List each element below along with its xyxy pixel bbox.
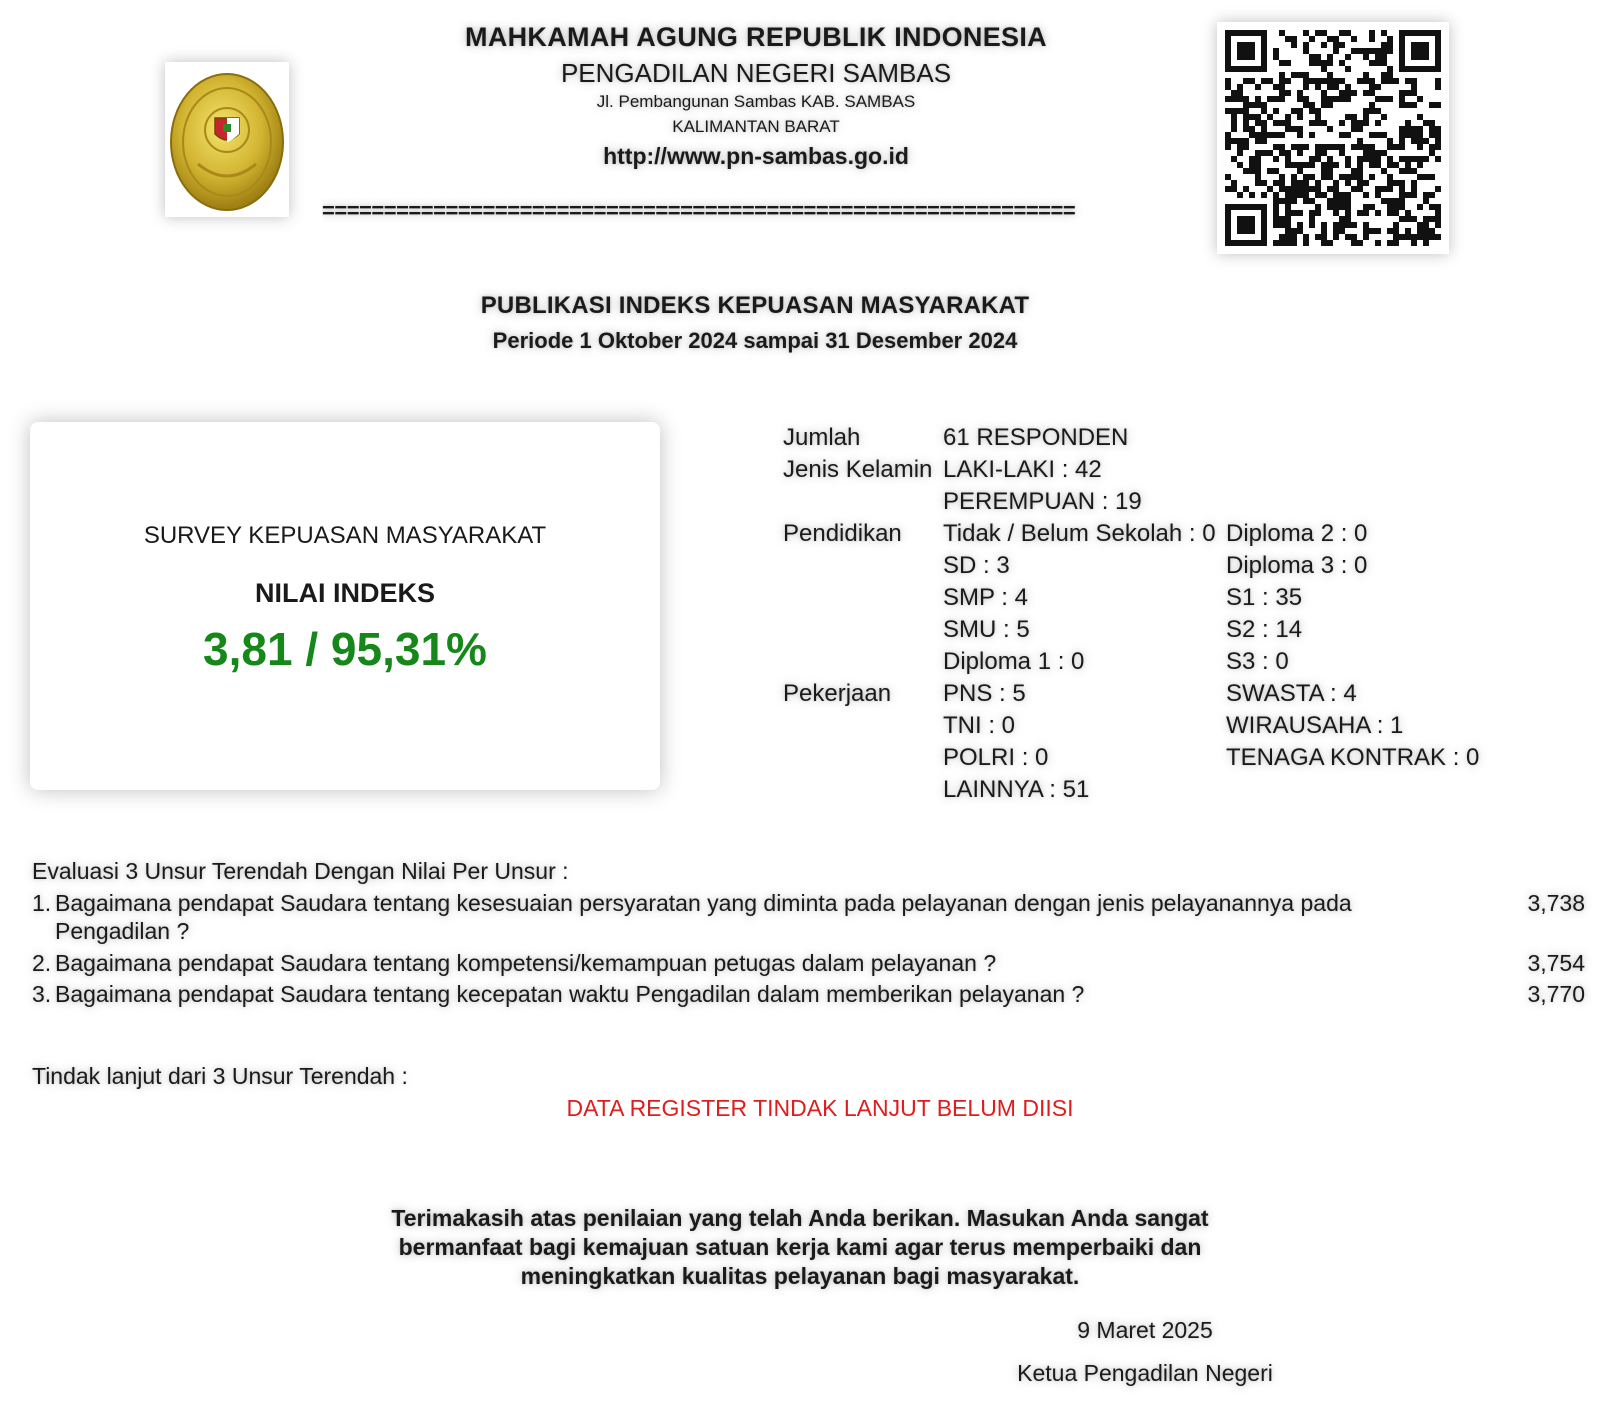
qr-code-icon bbox=[1225, 30, 1441, 246]
job-item: PNS : 5 bbox=[943, 680, 1026, 707]
education-item: Tidak / Belum Sekolah : 0 bbox=[943, 520, 1216, 547]
job-item: TENAGA KONTRAK : 0 bbox=[1226, 744, 1480, 771]
period-subtitle: Periode 1 Oktober 2024 sampai 31 Desember 2024 bbox=[492, 328, 1018, 353]
evaluation-number: 2. bbox=[32, 950, 52, 976]
job-label: Pekerjaan bbox=[783, 680, 892, 707]
page-title: PUBLIKASI INDEKS KEPUASAN MASYARAKAT bbox=[480, 292, 1030, 319]
thanks-line: meningkatkan kualitas pelayanan bagi masyarakat. bbox=[520, 1263, 1080, 1289]
education-item: Diploma 1 : 0 bbox=[943, 648, 1085, 675]
court-seal-icon bbox=[168, 68, 286, 211]
index-value: 3,81 / 95,31% bbox=[203, 623, 487, 675]
education-item: Diploma 2 : 0 bbox=[1226, 520, 1368, 547]
evaluation-number: 3. bbox=[32, 981, 52, 1007]
evaluation-question: Bagaimana pendapat Saudara tentang kecepatan waktu Pengadilan dalam memberikan pelayanan ? bbox=[55, 981, 1085, 1007]
court-name: PENGADILAN NEGERI SAMBAS bbox=[560, 58, 952, 88]
institution-name: MAHKAMAH AGUNG REPUBLIK INDONESIA bbox=[465, 22, 1047, 52]
evaluation-score: 3,754 bbox=[1527, 950, 1585, 976]
job-item: LAINNYA : 51 bbox=[943, 776, 1090, 803]
header-divider: ============================================================= bbox=[322, 198, 1076, 223]
signature-date: 9 Maret 2025 bbox=[1077, 1317, 1213, 1343]
education-label: Pendidikan bbox=[783, 520, 902, 547]
court-province: KALIMANTAN BARAT bbox=[672, 117, 840, 136]
education-item: SD : 3 bbox=[943, 552, 1010, 579]
thanks-line: Terimakasih atas penilaian yang telah Anda berikan. Masukan Anda sangat bbox=[391, 1205, 1209, 1231]
evaluation-number: 1. bbox=[32, 890, 52, 916]
job-item: WIRAUSAHA : 1 bbox=[1226, 712, 1404, 739]
jumlah-value: 61 RESPONDEN bbox=[943, 424, 1129, 451]
job-item: POLRI : 0 bbox=[943, 744, 1049, 771]
evaluation-score: 3,770 bbox=[1527, 981, 1585, 1007]
card-label: NILAI INDEKS bbox=[254, 578, 435, 608]
evaluation-score: 3,738 bbox=[1527, 890, 1585, 916]
education-item: SMU : 5 bbox=[943, 616, 1030, 643]
gender-label: Jenis Kelamin bbox=[783, 456, 933, 483]
followup-status: DATA REGISTER TINDAK LANJUT BELUM DIISI bbox=[566, 1095, 1074, 1121]
jumlah-label: Jumlah bbox=[783, 424, 861, 451]
job-item: SWASTA : 4 bbox=[1226, 680, 1357, 707]
job-item: TNI : 0 bbox=[943, 712, 1016, 739]
gender-male: LAKI-LAKI : 42 bbox=[943, 456, 1102, 483]
signature-title: Ketua Pengadilan Negeri bbox=[1017, 1360, 1273, 1386]
court-website-link[interactable]: http://www.pn-sambas.go.id bbox=[603, 143, 909, 169]
gender-female: PEREMPUAN : 19 bbox=[943, 488, 1142, 515]
thanks-line: bermanfaat bagi kemajuan satuan kerja kami agar terus memperbaiki dan bbox=[398, 1234, 1202, 1260]
index-card bbox=[30, 422, 660, 790]
education-item: S2 : 14 bbox=[1226, 616, 1303, 643]
education-item: S3 : 0 bbox=[1226, 648, 1289, 675]
court-logo bbox=[165, 62, 289, 217]
education-item: Diploma 3 : 0 bbox=[1226, 552, 1368, 579]
court-address: Jl. Pembangunan Sambas KAB. SAMBAS bbox=[596, 92, 916, 111]
card-caption: SURVEY KEPUASAN MASYARAKAT bbox=[143, 522, 547, 549]
qr-code bbox=[1217, 22, 1449, 254]
evaluation-heading: Evaluasi 3 Unsur Terendah Dengan Nilai Per Unsur : bbox=[32, 858, 569, 884]
followup-heading: Tindak lanjut dari 3 Unsur Terendah : bbox=[32, 1063, 408, 1089]
evaluation-question: Bagaimana pendapat Saudara tentang kompetensi/kemampuan petugas dalam pelayanan ? bbox=[55, 950, 997, 976]
education-item: S1 : 35 bbox=[1226, 584, 1303, 611]
evaluation-question-cont: Pengadilan ? bbox=[55, 918, 190, 944]
education-item: SMP : 4 bbox=[943, 584, 1028, 611]
evaluation-question: Bagaimana pendapat Saudara tentang kesesuaian persyaratan yang diminta pada pelayanan dengan jenis pelayanannya pada bbox=[55, 890, 1352, 916]
